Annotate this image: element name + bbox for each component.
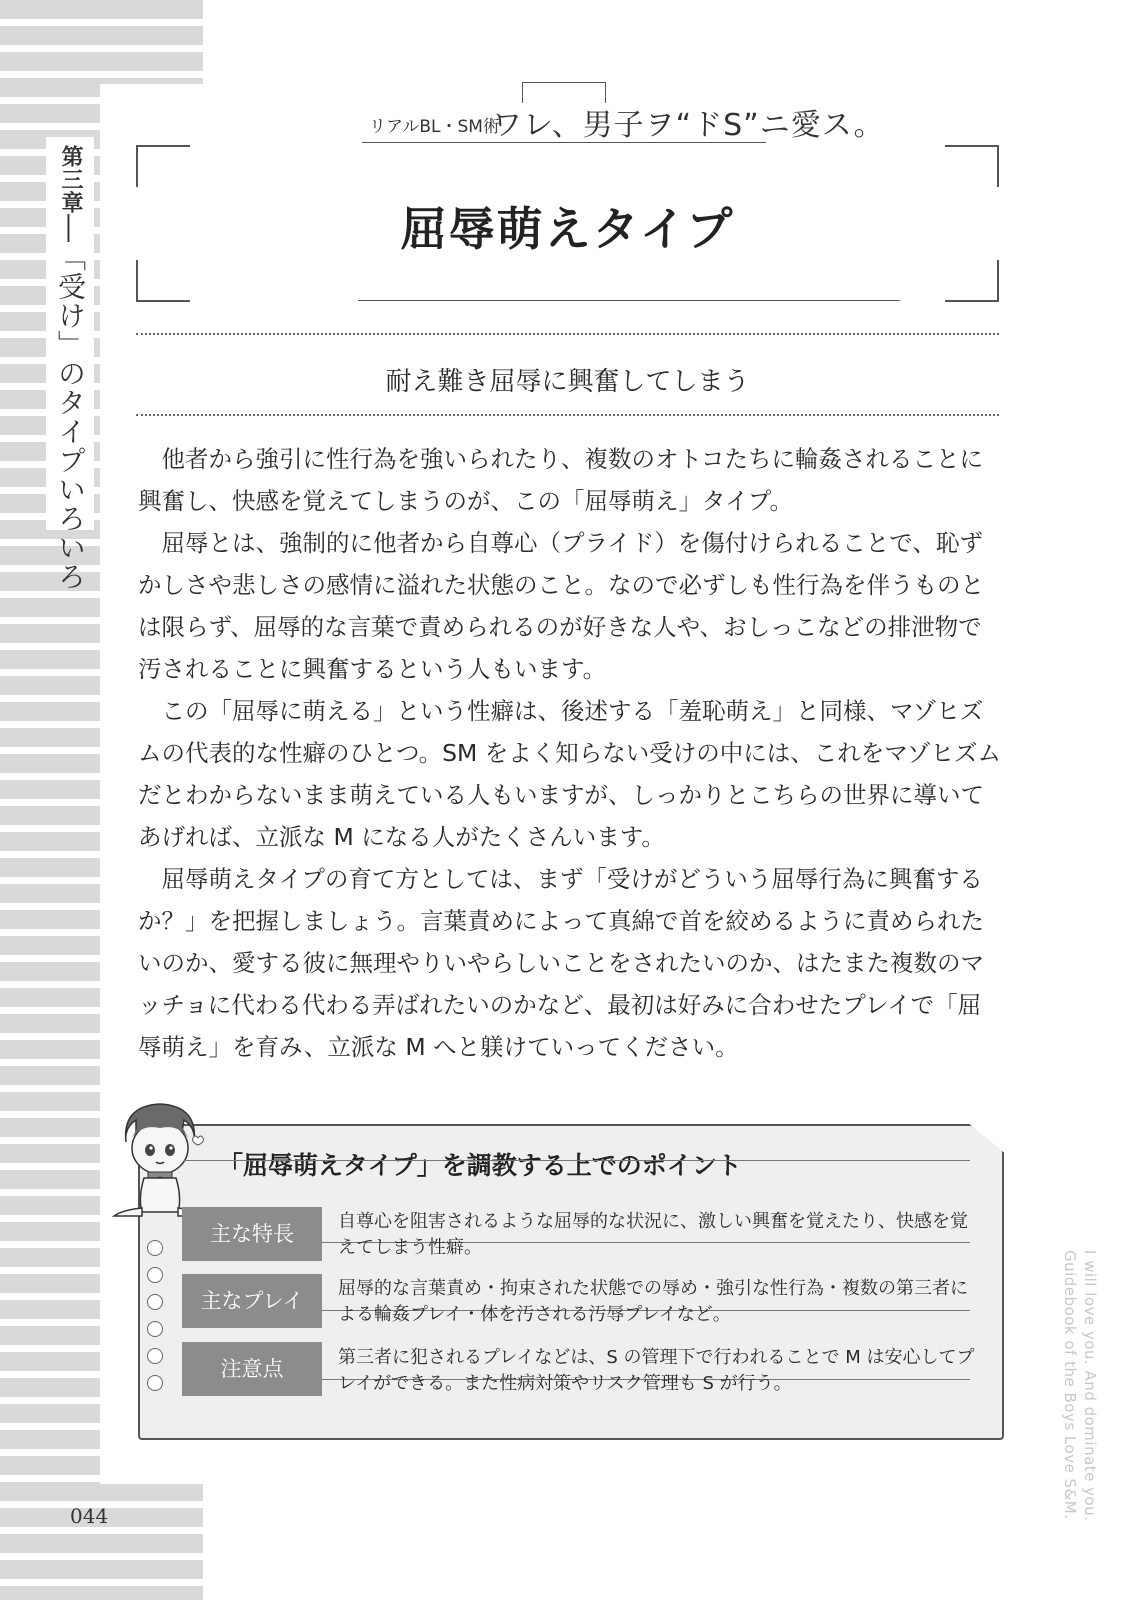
title-frame: [136, 145, 999, 302]
subtitle: 耐え難き屈辱に興奮してしまう: [385, 367, 750, 397]
page-number: 044: [70, 1504, 109, 1528]
paragraph: 他者から強引に性行為を強いられたり、複数のオトコたちに輪姦されることに興奮し、快感を覚えてしまうのが、この「屈辱萌え」タイプ。: [138, 445, 984, 515]
corner-bottom-left: [136, 260, 190, 302]
chapter-title: 「受け」のタイプいろいろ: [54, 243, 87, 591]
dotted-divider-top: [136, 333, 999, 335]
title-underline: [358, 300, 900, 301]
binder-hole: [147, 1375, 163, 1391]
corner-bottom-right: [945, 260, 999, 302]
point-text-plays: 屈辱的な言葉責め・拘束された状態での辱め・強引な性行為・複数の第三者による輪姦プレイ・体を汚される汚辱プレイなど。: [338, 1278, 968, 1325]
binder-hole: [147, 1294, 163, 1310]
paragraph: 屈辱萌えタイプの育て方としては、まず「受けがどういう屈辱行為に興奮するか？」を把握しましょう。言葉責めによって真綿で首を絞めるように責められたいのか、愛する彼に無理やりいやらしいことをされたいのか、はたまた複数のマッチョに代わる代わる弄ばれたいのかなど、最初は好みに合わせたプレイで「屈辱萌え」を育み、立派な M へと躾けていってください。: [138, 865, 984, 1061]
body-text: [138, 438, 1004, 1068]
point-text-features: 自尊心を阻害されるような屈辱的な状況に、激しい興奮を覚えたり、快感を覚えてしまう性癖。: [338, 1211, 968, 1258]
chapter-heading: [46, 145, 94, 591]
points-title: 「屈辱萌えタイプ」を調教する上でのポイント: [218, 1151, 742, 1180]
corner-top-left: [136, 145, 190, 187]
point-label-cautions: 注意点: [182, 1342, 322, 1396]
english-tagline: I will love you. And dominate you. Guidebook of the Boys Love S&M.: [1061, 1250, 1099, 1522]
character-illustration: [112, 1098, 208, 1218]
header-small-label: リアルBL・SM術: [369, 117, 500, 137]
points-title-rule: [184, 1160, 970, 1161]
header-big-label: ワレ、男子ヲ“ドS”ニ愛ス。: [492, 108, 885, 143]
binder-hole: [147, 1348, 163, 1364]
chapter-separator: ―: [54, 214, 87, 243]
binder-hole: [147, 1321, 163, 1337]
point-label-plays: 主なプレイ: [182, 1274, 322, 1328]
paragraph: 屈辱とは、強制的に他者から自尊心（プライド）を傷付けられることで、恥ずかしさや悲しさの感情に溢れた状態のこと。なので必ずしも性行為を伴うものとは限らず、屈辱的な言葉で責められるのが好きな人や、おしっこなどの排泄物で汚されることに興奮するという人もいます。: [138, 529, 984, 683]
dotted-divider-bottom: [136, 414, 999, 416]
point-label-features: 主な特長: [182, 1207, 322, 1261]
page-title: 屈辱萌えタイプ: [400, 202, 735, 256]
paragraph: この「屈辱に萌える」という性癖は、後述する「羞恥萌え」と同様、マゾヒズムの代表的な性癖のひとつ。SM をよく知らない受けの中には、これをマゾヒズムだとわからないまま萌えている人もいますが、しっかりとこちらの世界に導いてあげれば、立派な M になる人がたくさんいます。: [138, 697, 1002, 851]
point-text-cautions: 第三者に犯されるプレイなどは、S の管理下で行われることで M は安心してプレイができる。また性病対策やリスク管理も S が行う。: [338, 1347, 975, 1394]
binder-hole: [147, 1267, 163, 1283]
binder-holes: [147, 1240, 167, 1402]
chapter-number: 第三章: [58, 145, 83, 214]
binder-hole: [147, 1240, 163, 1256]
corner-top-right: [945, 145, 999, 187]
